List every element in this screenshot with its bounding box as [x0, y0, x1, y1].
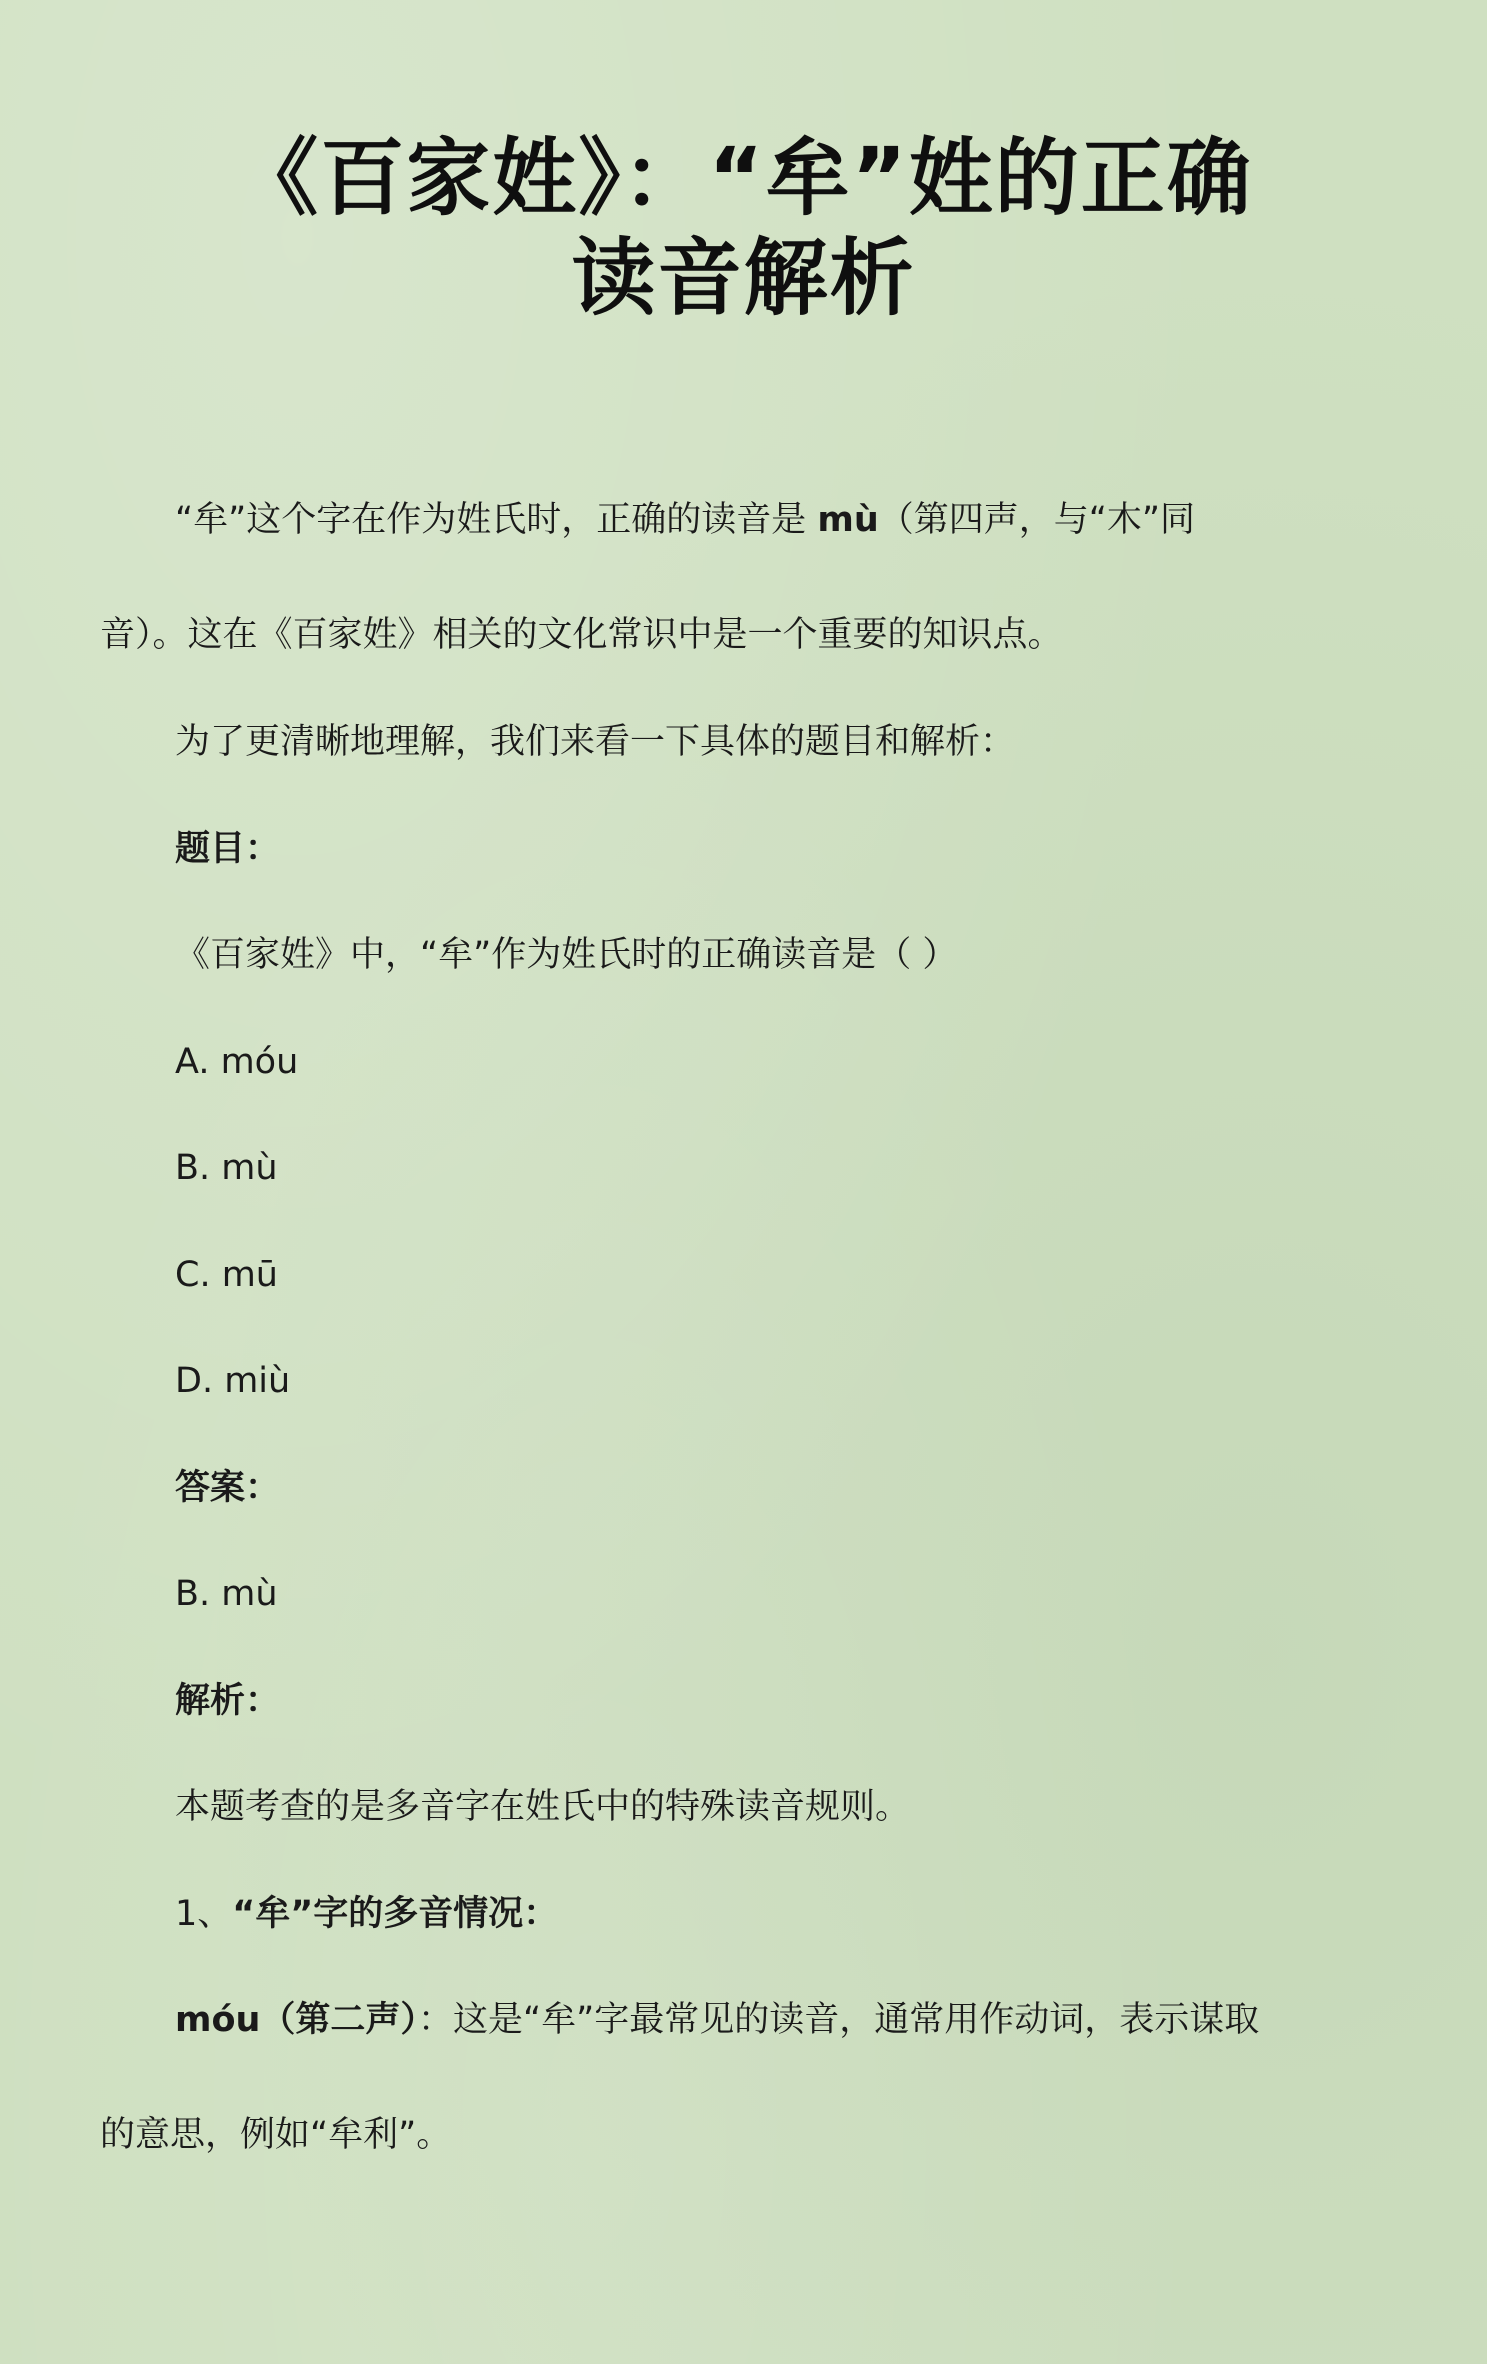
- page-title: [100, 128, 1387, 328]
- intro-paragraph-line-1: [175, 495, 1195, 545]
- title-line-2: 读音解析: [571, 229, 916, 327]
- intro-text-post: （第四声，与“木”同: [878, 500, 1196, 540]
- lead-paragraph: 为了更清晰地理解，我们来看一下具体的题目和解析：: [175, 722, 1016, 762]
- analysis-text: 本题考查的是多音字在姓氏中的特殊读音规则。: [175, 1787, 911, 1827]
- intro-text-pre: “牟”这个字在作为姓氏时，正确的读音是: [175, 500, 818, 540]
- mou-explanation-line-1: [175, 1995, 1259, 2045]
- question-text: 《百家姓》中，“牟”作为姓氏时的正确读音是（ ）: [175, 935, 958, 975]
- analysis-point-1: [175, 1889, 558, 1939]
- option-a: A. móu: [175, 1042, 299, 1082]
- point-1-number: 1、: [175, 1894, 233, 1934]
- intro-pinyin-mu: mù: [817, 500, 879, 540]
- point-1-title: “牟”字的多音情况：: [232, 1894, 559, 1934]
- question-heading: 题目：: [175, 829, 281, 869]
- option-b: B. mù: [175, 1148, 278, 1188]
- option-c: C. mū: [175, 1255, 278, 1295]
- analysis-heading: 解析：: [175, 1681, 281, 1721]
- mou-pinyin-label: móu（第二声）: [175, 2000, 418, 2040]
- option-d: D. miù: [175, 1361, 291, 1401]
- mou-explanation-text: ：这是“牟”字最常见的读音，通常用作动词，表示谋取: [417, 2000, 1260, 2040]
- answer-text: B. mù: [175, 1574, 278, 1614]
- intro-paragraph-line-2: 音）。这在《百家姓》相关的文化常识中是一个重要的知识点。: [100, 615, 1063, 655]
- mou-explanation-line-2: 的意思，例如“牟利”。: [100, 2115, 452, 2155]
- title-line-1: 《百家姓》：“牟”姓的正确: [234, 129, 1253, 227]
- answer-heading: 答案：: [175, 1468, 281, 1508]
